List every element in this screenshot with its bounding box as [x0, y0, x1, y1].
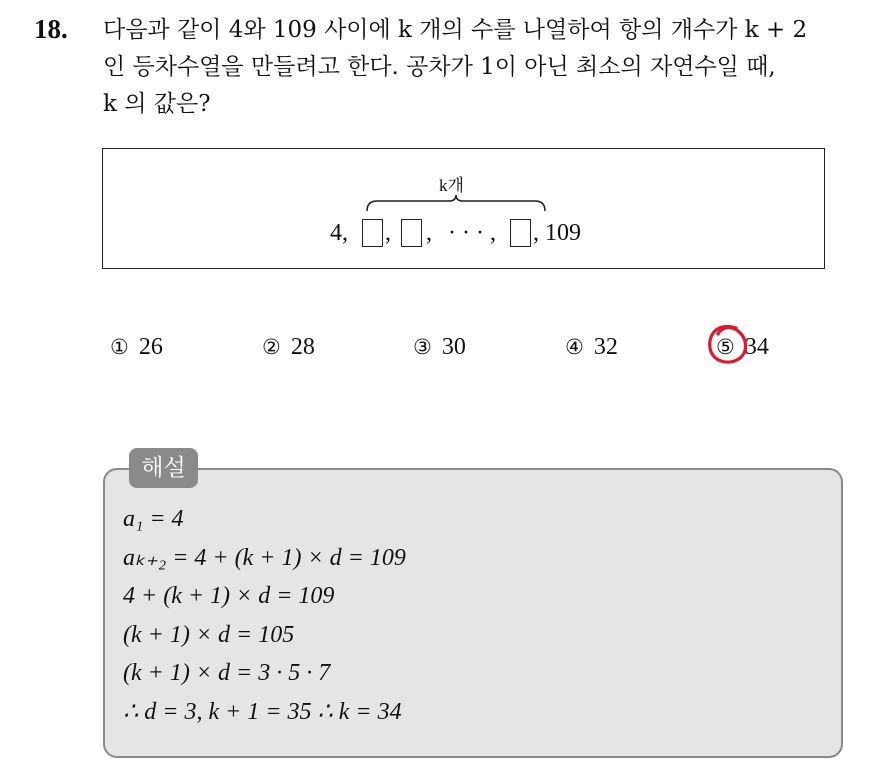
solution-line-4: (k + 1) × d = 105	[123, 621, 295, 648]
choice-1-value: 26	[138, 334, 163, 360]
sequence-figure	[102, 148, 825, 269]
sequence-ellipsis: · · · ,	[448, 220, 496, 246]
question-line-2: 인 등차수열을 만들려고 한다. 공차가 1이 아닌 최소의 자연수일 때,	[103, 54, 776, 80]
solution-line-5: (k + 1) × d = 3 · 5 · 7	[123, 660, 331, 686]
choice-2[interactable]	[262, 334, 315, 361]
solution-line-2: aₖ₊₂ = 4 + (k + 1) × d = 109	[123, 544, 406, 571]
blank-box-3	[510, 219, 531, 247]
choice-1[interactable]	[110, 334, 163, 361]
sequence-first-term: 4,	[330, 220, 348, 246]
choice-4[interactable]	[565, 334, 618, 361]
answer-choices	[110, 334, 810, 368]
solution-line-3: 4 + (k + 1) × d = 109	[123, 583, 335, 609]
sequence-row	[330, 219, 581, 247]
sequence-separator-2: ,	[426, 220, 432, 246]
question-number: 18.	[34, 14, 68, 44]
blank-box-1	[362, 219, 383, 247]
choice-4-mark: ④	[565, 335, 584, 359]
solution-tag: 해설	[129, 448, 198, 488]
choice-4-value: 32	[593, 334, 618, 360]
choice-5-value: 34	[744, 334, 769, 360]
curly-brace-icon	[365, 193, 547, 213]
choice-2-value: 28	[290, 334, 315, 360]
selected-answer-circle-icon	[706, 322, 750, 368]
question-line-3: k 의 값은?	[103, 91, 211, 117]
choice-3[interactable]	[413, 334, 466, 361]
choice-1-mark: ①	[110, 335, 129, 359]
blank-box-2	[401, 219, 422, 247]
sequence-separator-1: ,	[385, 220, 391, 246]
solution-lines	[123, 500, 406, 731]
solution-line-1: a₁ = 4	[123, 506, 184, 532]
question-text	[103, 12, 863, 123]
question-line-1: 다음과 같이 4와 109 사이에 k 개의 수를 나열하여 항의 개수가 k + 2	[103, 17, 808, 43]
solution-box	[103, 468, 843, 758]
sequence-last-term: , 109	[532, 220, 581, 246]
brace-label: k개	[439, 176, 464, 195]
choice-5-mark: ⑤	[716, 335, 735, 359]
choice-2-mark: ②	[262, 335, 281, 359]
solution-line-6: ∴ d = 3, k + 1 = 35 ∴ k = 34	[123, 698, 402, 725]
choice-3-value: 30	[441, 334, 466, 360]
choice-3-mark: ③	[413, 335, 432, 359]
